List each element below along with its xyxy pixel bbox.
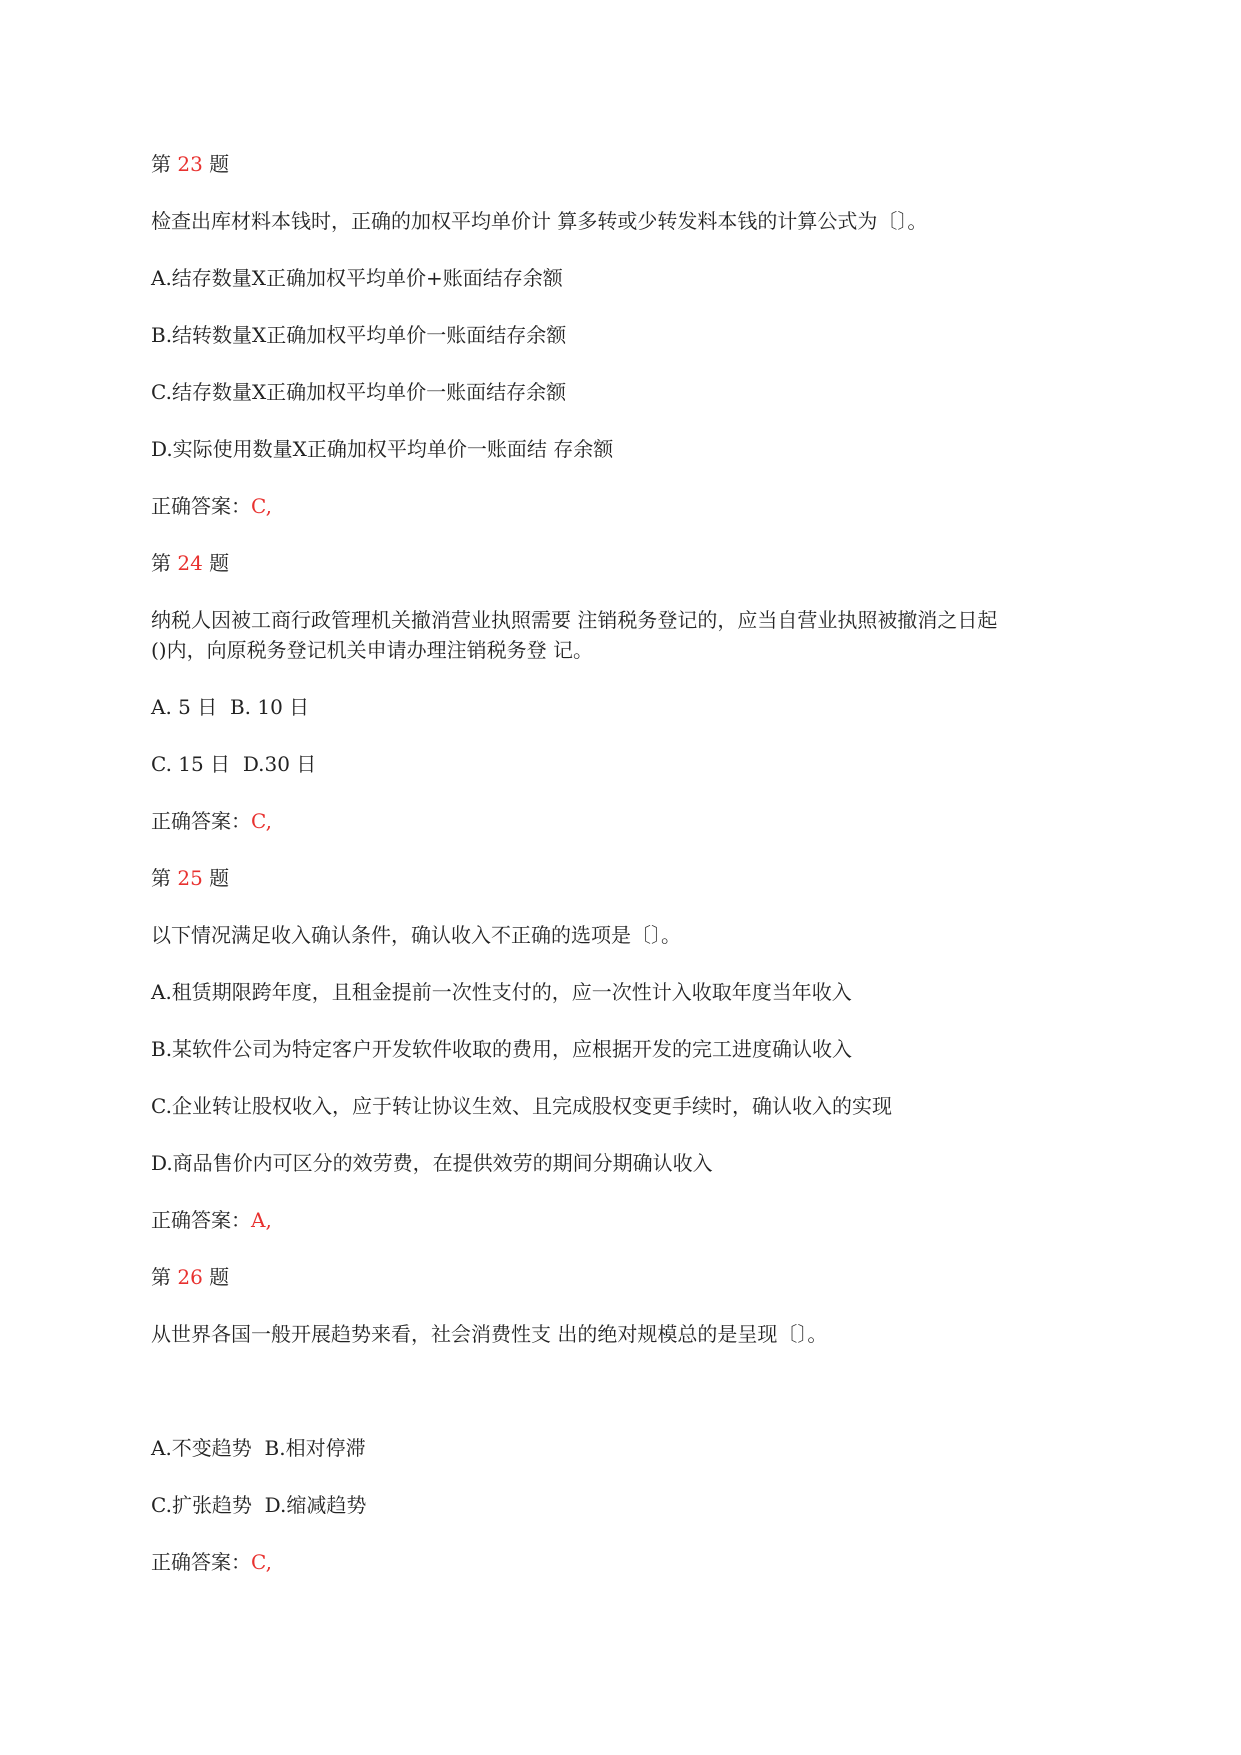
question-24-stem-line-1: 纳税人因被工商行政管理机关撤消营业执照需要 注销税务登记的，应当自营业执照被撤消之日起 bbox=[151, 608, 998, 632]
question-25-option-a: A.租赁期限跨年度，且租金提前一次性支付的，应一次性计入收取年度当年收入 bbox=[151, 980, 852, 1004]
question-25-answer: 正确答案：A, bbox=[151, 1208, 272, 1232]
question-26-options-cd: C.扩张趋势 D.缩减趋势 bbox=[151, 1493, 367, 1517]
question-25-stem: 以下情况满足收入确认条件，确认收入不正确的选项是〔〕。 bbox=[151, 923, 681, 947]
question-24-options-cd: C. 15 日 D.30 日 bbox=[151, 752, 317, 776]
question-number: 25 bbox=[177, 866, 203, 890]
question-24-answer: 正确答案：C, bbox=[151, 809, 272, 833]
question-number: 23 bbox=[177, 152, 203, 176]
question-24-stem-line-2: ()内，向原税务登记机关申请办理注销税务登 记。 bbox=[151, 638, 593, 662]
answer-value: C, bbox=[251, 494, 272, 518]
question-26-options-ab: A.不变趋势 B.相对停滞 bbox=[151, 1436, 366, 1460]
question-23-option-c: C.结存数量X正确加权平均单价一账面结存余额 bbox=[151, 380, 567, 404]
question-23-stem: 检查出库材料本钱时，正确的加权平均单价计 算多转或少转发料本钱的计算公式为〔〕。 bbox=[151, 209, 928, 233]
question-24-heading: 第 24 题 bbox=[151, 551, 230, 575]
question-24-options-ab: A. 5 日 B. 10 日 bbox=[151, 695, 310, 719]
answer-value: A, bbox=[251, 1208, 272, 1232]
question-26-heading: 第 26 题 bbox=[151, 1265, 230, 1289]
question-23-option-b: B.结转数量X正确加权平均单价一账面结存余额 bbox=[151, 323, 567, 347]
question-26-answer: 正确答案：C, bbox=[151, 1550, 272, 1574]
question-23-option-a: A.结存数量X正确加权平均单价+账面结存余额 bbox=[151, 266, 563, 290]
question-26-stem: 从世界各国一般开展趋势来看，社会消费性支 出的绝对规模总的是呈现〔〕。 bbox=[151, 1322, 828, 1346]
question-number: 26 bbox=[177, 1265, 203, 1289]
question-number: 24 bbox=[177, 551, 203, 575]
question-23-option-d: D.实际使用数量X正确加权平均单价一账面结 存余额 bbox=[151, 437, 614, 461]
question-25-option-d: D.商品售价内可区分的效劳费，在提供效劳的期间分期确认收入 bbox=[151, 1151, 713, 1175]
answer-value: C, bbox=[251, 1550, 272, 1574]
question-25-option-c: C.企业转让股权收入，应于转让协议生效、且完成股权变更手续时，确认收入的实现 bbox=[151, 1094, 892, 1118]
question-23-answer: 正确答案：C, bbox=[151, 494, 272, 518]
question-23-heading: 第 23 题 bbox=[151, 152, 230, 176]
answer-value: C, bbox=[251, 809, 272, 833]
question-25-heading: 第 25 题 bbox=[151, 866, 230, 890]
question-25-option-b: B.某软件公司为特定客户开发软件收取的费用，应根据开发的完工进度确认收入 bbox=[151, 1037, 853, 1061]
